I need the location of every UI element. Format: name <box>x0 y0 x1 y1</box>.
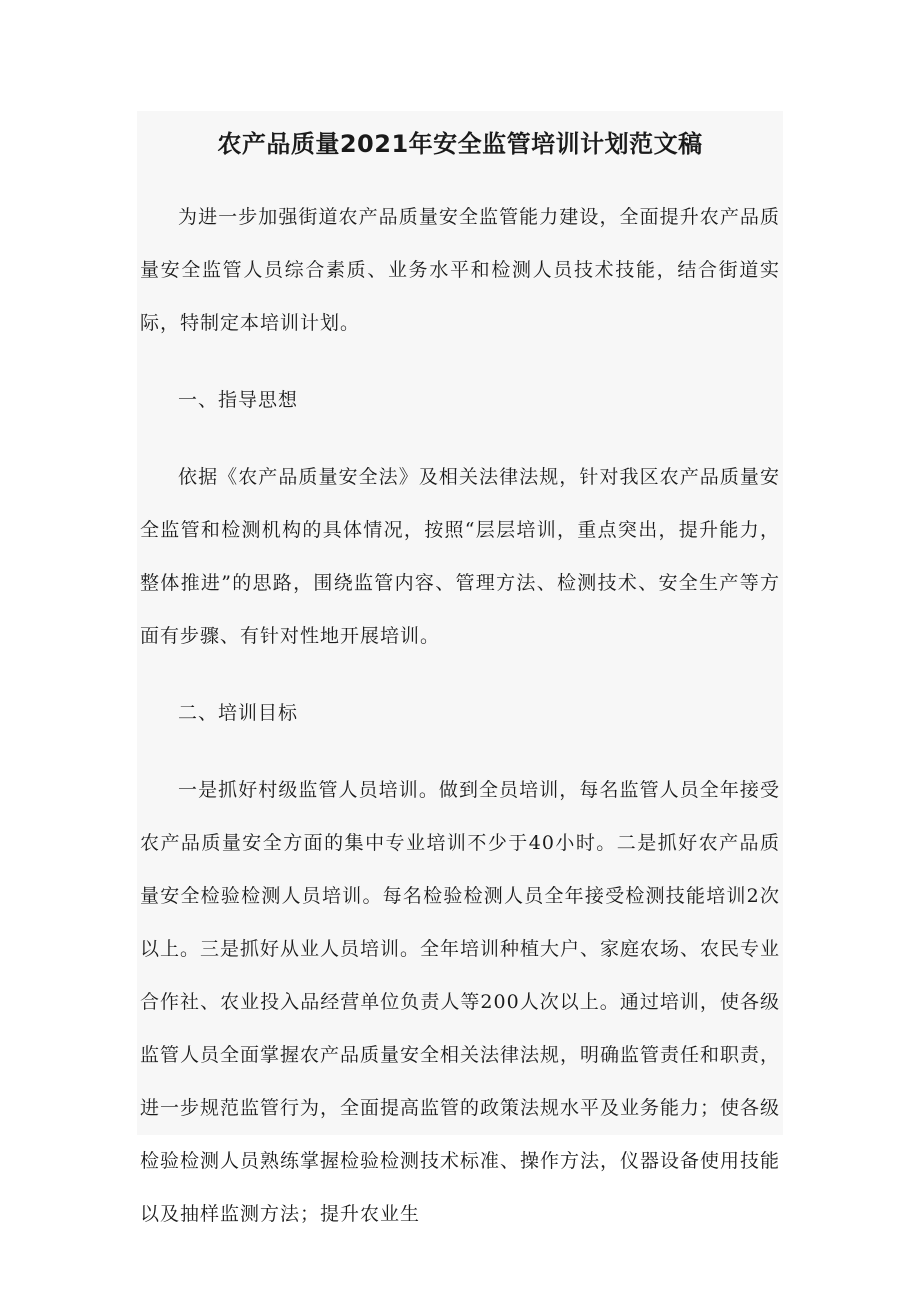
document-title: 农产品质量2021年安全监管培训计划范文稿 <box>217 130 703 158</box>
guiding-thought-paragraph: 依据《农产品质量安全法》及相关法律法规，针对我区农产品质量安全监管和检测机构的具体情况，按照“层层培训，重点突出，提升能力，整体推进”的思路，围绕监管内容、管理方法、检测技术、安全生产等方面有步骤、有针对性地开展培训。 <box>140 466 780 647</box>
training-goals-paragraph: 一是抓好村级监管人员培训。做到全员培训，每名监管人员全年接受农产品质量安全方面的集中专业培训不少于40小时。二是抓好农产品质量安全检验检测人员培训。每名检验检测人员全年接受检测技能培训2次以上。三是抓好从业人员培训。全年培训种植大户、家庭农场、农民专业合作社、农业投入品经营单位负责人等200人次以上。通过培训，使各级监管人员全面掌握农产品质量安全相关法律法规，明确监管责任和职责，进一步规范监管行为，全面提高监管的政策法规水平及业务能力；使各级检验检测人员熟练掌握检验检测技术标准、操作方法，仪器设备使用技能以及抽样监测方法；提升农业生 <box>140 779 781 1225</box>
section-heading-guiding-thought: 一、指导思想 <box>178 389 299 411</box>
section-heading-training-goals: 二、培训目标 <box>178 702 299 724</box>
document-body <box>140 111 780 1241</box>
intro-paragraph: 为进一步加强街道农产品质量安全监管能力建设，全面提升农产品质量安全监管人员综合素质、业务水平和检测人员技术技能，结合街道实际，特制定本培训计划。 <box>140 206 780 334</box>
